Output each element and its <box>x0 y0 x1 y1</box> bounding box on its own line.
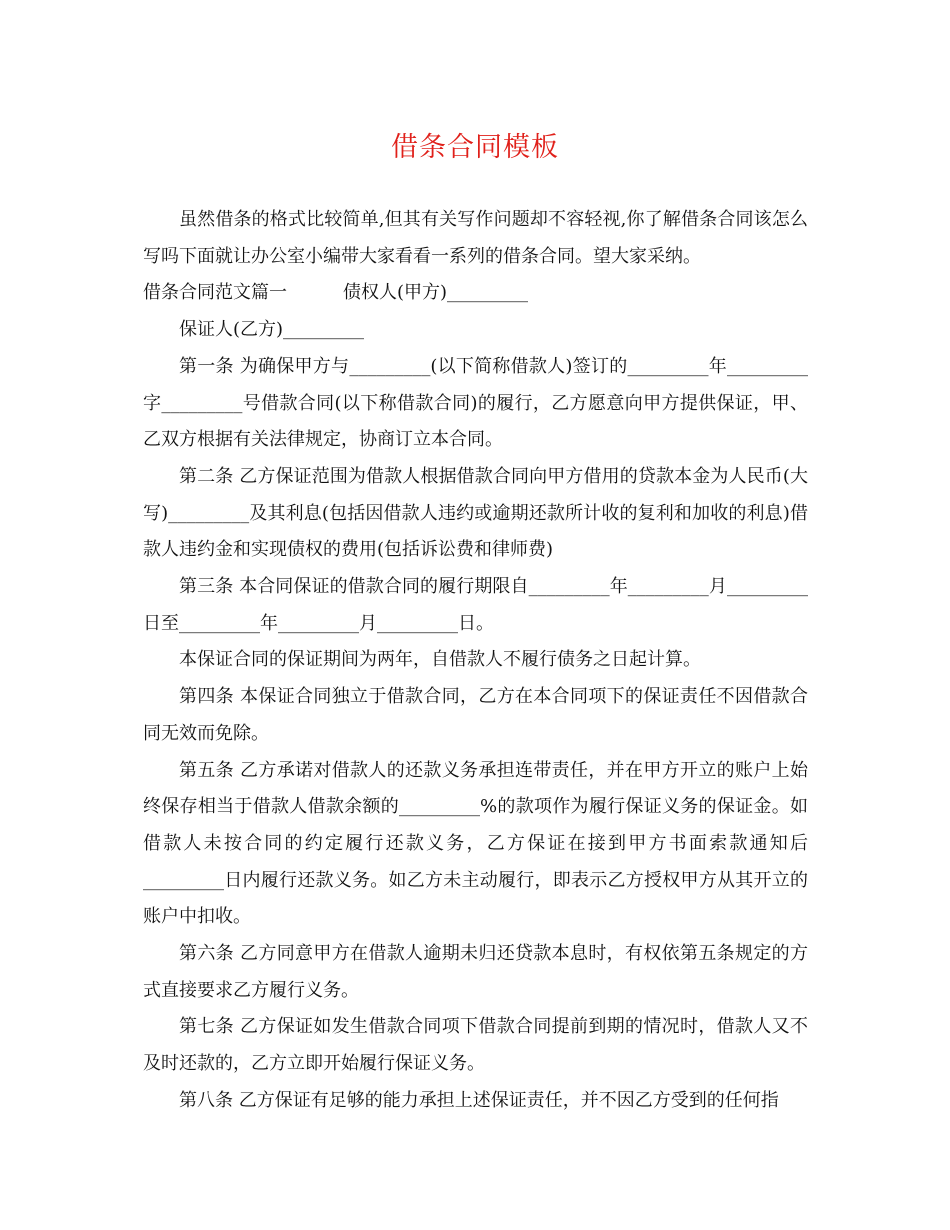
article-7-paragraph: 第七条 乙方保证如发生借款合同项下借款合同提前到期的情况时，借款人又不及时还款的，乙方立即开始履行保证义务。 <box>143 1016 808 1075</box>
article-1-paragraph: 第一条 为确保甲方与_________(以下简称借款人)签订的_________年_________字_________号借款合同(以下称借款合同)的履行，乙方愿意向甲方提供保证，甲、乙双方根据有关法律规定，协商订立本合同。 <box>143 355 808 451</box>
document-body <box>143 202 808 1120</box>
guarantor-line: 保证人(乙方)_________ <box>179 319 365 341</box>
article-2-paragraph: 第二条 乙方保证范围为借款人根据借款合同向甲方借用的贷款本金为人民币(大写)_________及其利息(包括因借款人违约或逾期还款所计收的复利和加收的利息)借款人违约金和实现债权的费用(包括诉讼费和律师费) <box>143 465 808 561</box>
section-heading-label: 借条合同范文篇一 <box>143 282 287 304</box>
intro-paragraph: 虽然借条的格式比较简单,但其有关写作问题却不容轻视,你了解借条合同该怎么写吗下面就让办公室小编带大家看看一系列的借条合同。望大家采纳。 <box>143 209 808 267</box>
article-6-paragraph: 第六条 乙方同意甲方在借款人逾期未归还贷款本息时，有权依第五条规定的方式直接要求乙方履行义务。 <box>143 943 808 1001</box>
article-8-paragraph: 第八条 乙方保证有足够的能力承担上述保证责任，并不因乙方受到的任何指 <box>179 1089 779 1111</box>
article-5-paragraph: 第五条 乙方承诺对借款人的还款义务承担连带责任，并在甲方开立的账户上始终保存相当于借款人借款余额的_________%的款项作为履行保证义务的保证金。如借款人未按合同的约定履行还款义务，乙方保证在接到甲方书面索款通知后_________日内履行还款义务。如乙方未主动履行，即表示乙方授权甲方从其开立的账户中扣收。 <box>143 759 808 928</box>
guarantee-period-paragraph: 本保证合同的保证期间为两年，自借款人不履行债务之日起计算。 <box>179 649 701 671</box>
creditor-line: 债权人(甲方)_________ <box>343 282 529 304</box>
document-title: 借条合同模板 <box>391 132 559 163</box>
section-heading-line <box>143 275 808 312</box>
article-3-paragraph: 第三条 本合同保证的借款合同的履行期限自_________年_________月_________日至_________年_________月_________日。 <box>143 576 808 634</box>
article-4-paragraph: 第四条 本保证合同独立于借款合同，乙方在本合同项下的保证责任不因借款合同无效而免除。 <box>143 686 808 744</box>
